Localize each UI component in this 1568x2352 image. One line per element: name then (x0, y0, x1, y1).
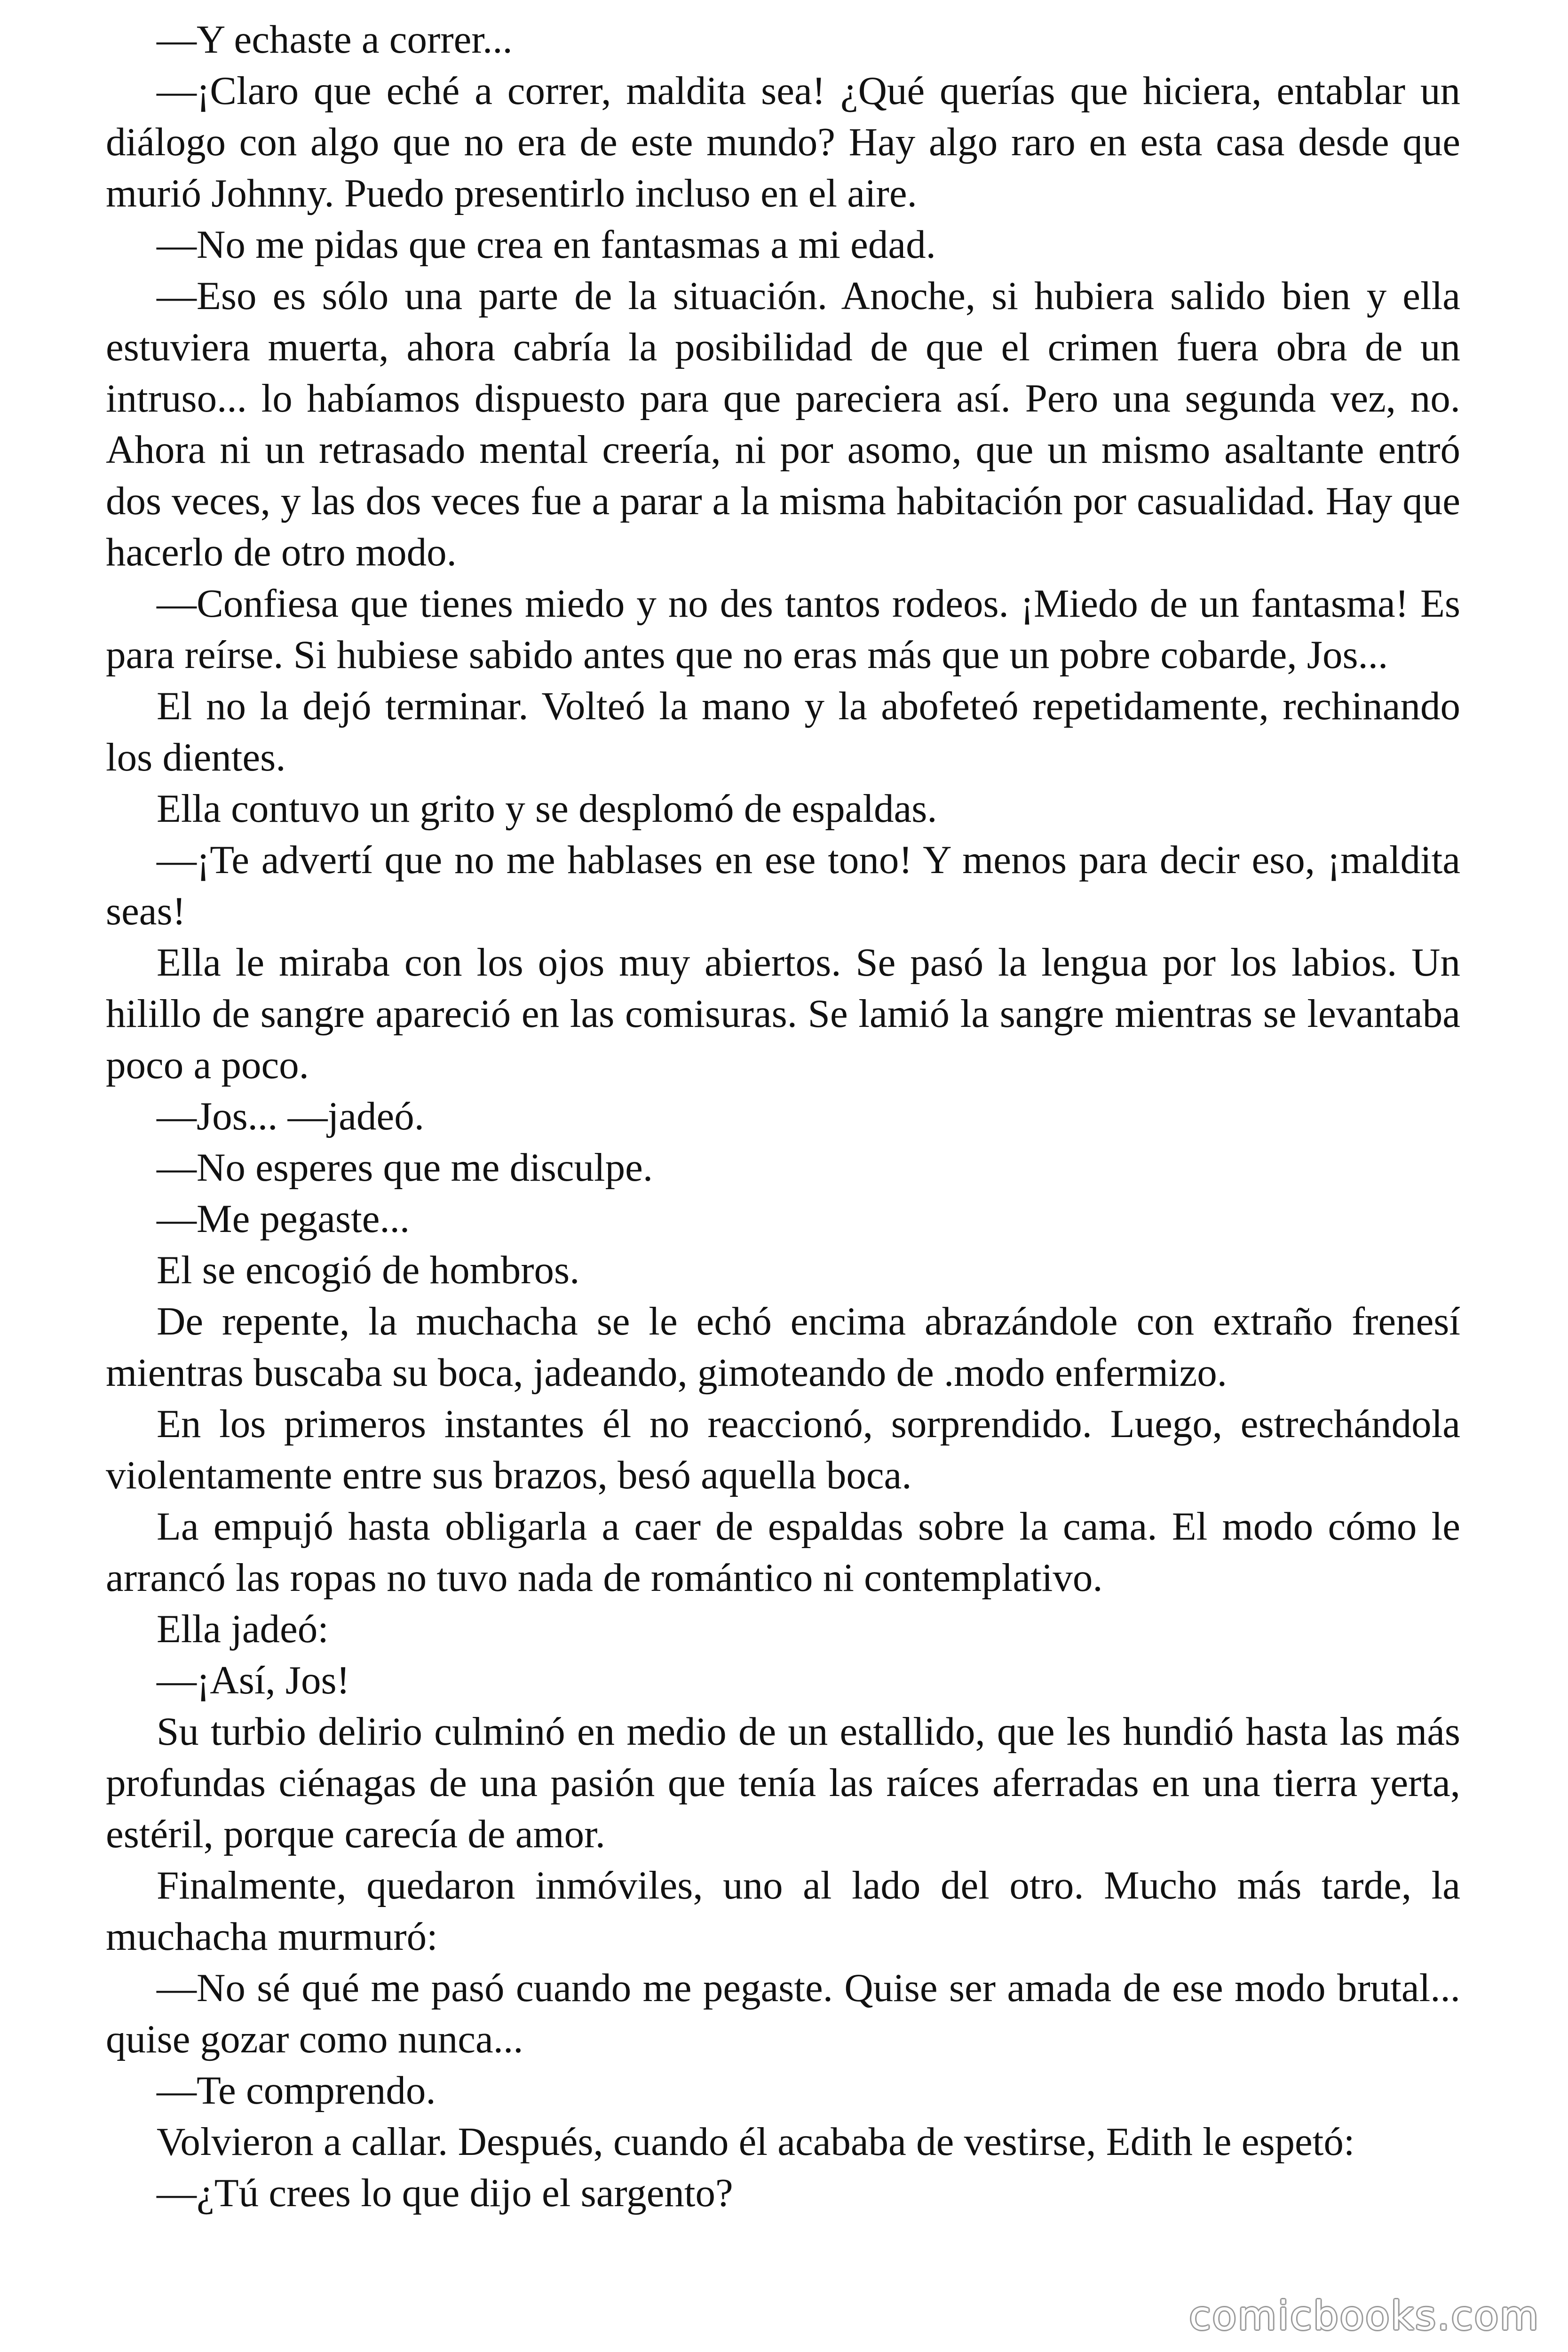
paragraph: —Me pegaste... (157, 1197, 410, 1241)
paragraph: De repente, la muchacha se le echó encima abrazándole con extraño frenesí mientras buscaba su boca, jadeando, gimoteando de .modo enfermizo. (106, 1299, 1460, 1395)
paragraph: —No sé qué me pasó cuando me pegaste. Quise ser amada de ese modo brutal... quise gozar como nunca... (106, 1966, 1460, 2061)
paragraph: La empujó hasta obligarla a caer de espaldas sobre la cama. El modo cómo le arrancó las ropas no tuvo nada de romántico ni contemplativo. (106, 1504, 1460, 1600)
paragraph: Ella contuvo un grito y se desplomó de espaldas. (157, 787, 937, 831)
paragraph: —Eso es sólo una parte de la situación. Anoche, si hubiera salido bien y ella estuviera muerta, ahora cabría la posibilidad de que el crimen fuera obra de un intruso... lo habíamos dispuesto para que pareciera así. Pero una segunda vez, no. Ahora ni un retrasado mental creería, ni por asomo, que un mismo asaltante entró dos veces, y las dos veces fue a parar a la misma habitación por casualidad. Hay que hacerlo de otro modo. (106, 274, 1460, 574)
paragraph: Su turbio delirio culminó en medio de un estallido, que les hundió hasta las más profundas ciénagas de una pasión que tenía las raíces aferradas en una tierra yerta, estéril, porque carecía de amor. (106, 1709, 1460, 1856)
paragraph: —Confiesa que tienes miedo y no des tantos rodeos. ¡Miedo de un fantasma! Es para reírse. Si hubiese sabido antes que no eras más que un pobre cobarde, Jos... (106, 581, 1460, 677)
paragraph: —No me pidas que crea en fantasmas a mi edad. (157, 222, 936, 267)
paragraph: El se encogió de hombros. (157, 1248, 580, 1292)
paragraph: Finalmente, quedaron inmóviles, uno al lado del otro. Mucho más tarde, la muchacha murmuró: (106, 1863, 1460, 1959)
paragraph: —Y echaste a correr... (157, 17, 513, 62)
paragraph: Ella le miraba con los ojos muy abiertos. Se pasó la lengua por los labios. Un hilillo de sangre apareció en las comisuras. Se lamió la sangre mientras se levantaba poco a poco. (106, 940, 1460, 1087)
paragraph: Volvieron a callar. Después, cuando él acababa de vestirse, Edith le espetó: (157, 2120, 1355, 2164)
paragraph: Ella jadeó: (157, 1607, 329, 1651)
paragraph: En los primeros instantes él no reaccionó, sorprendido. Luego, estrechándola violentamente entre sus brazos, besó aquella boca. (106, 1402, 1460, 1497)
paragraph: —¡Claro que eché a correr, maldita sea! ¿Qué querías que hiciera, entablar un diálogo con algo que no era de este mundo? Hay algo raro en esta casa desde que murió Johnny. Puedo presentirlo incluso en el aire. (106, 69, 1460, 215)
paragraph: —¡Así, Jos! (157, 1658, 350, 1702)
paragraph: —¡Te advertí que no me hablases en ese tono! Y menos para decir eso, ¡maldita seas! (106, 838, 1460, 933)
paragraph: —Te comprendo. (157, 2068, 436, 2113)
paragraph: —No esperes que me disculpe. (157, 1145, 653, 1190)
paragraph: —¿Tú crees lo que dijo el sargento? (157, 2171, 733, 2215)
page-text (106, 14, 1460, 2219)
watermark: comicbooks.com (1189, 2293, 1540, 2339)
paragraph: —Jos... —jadeó. (157, 1094, 424, 1138)
paragraph: El no la dejó terminar. Volteó la mano y la abofeteó repetidamente, rechinando los dientes. (106, 684, 1460, 779)
